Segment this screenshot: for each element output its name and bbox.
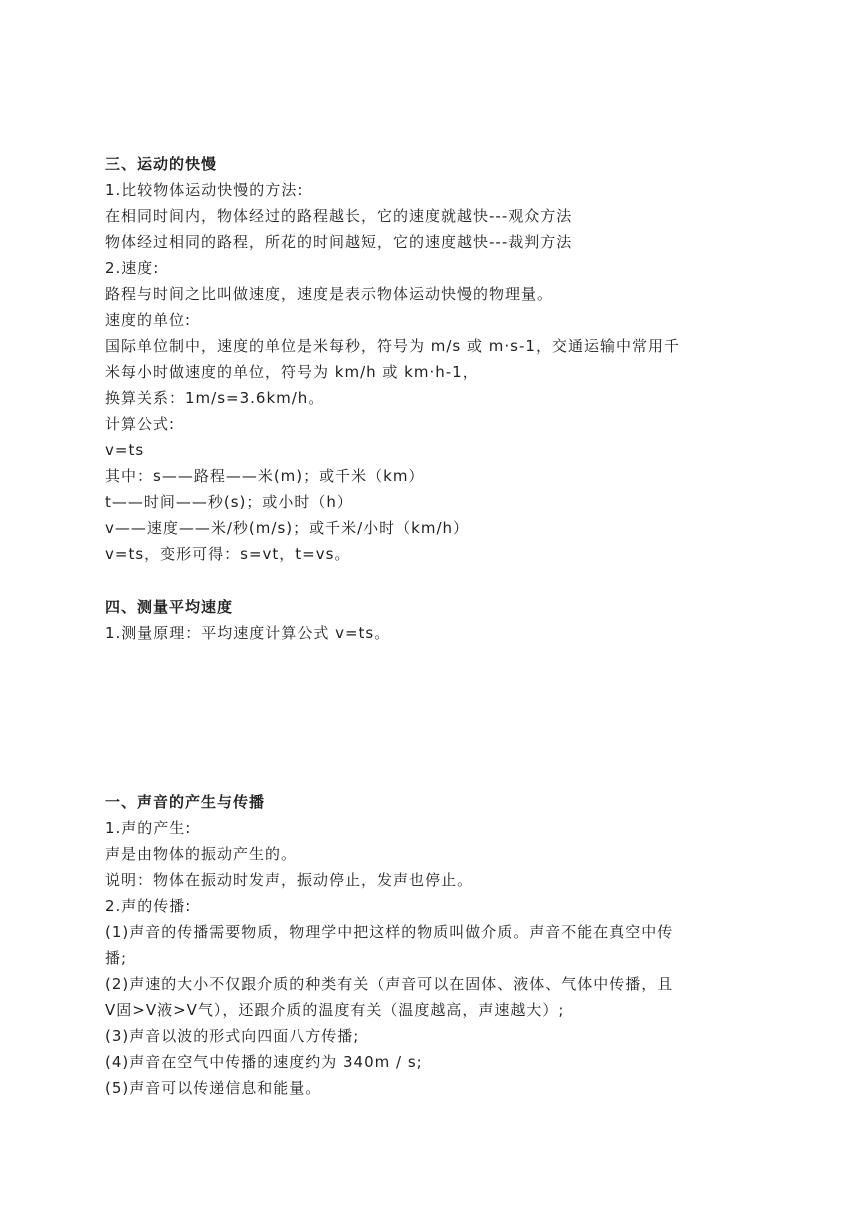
paragraph-line: 说明：物体在振动时发声，振动停止，发声也停止。 xyxy=(105,871,474,889)
section-measure xyxy=(105,594,755,646)
paragraph-line: 换算关系：1m/s=3.6km/h。 xyxy=(105,389,325,407)
paragraph-line: 1.比较物体运动快慢的方法: xyxy=(105,181,304,199)
paragraph-line: t——时间——秒(s)；或小时（h） xyxy=(105,493,353,511)
paragraph-line: 1.声的产生: xyxy=(105,819,192,837)
paragraph-line: 在相同时间内，物体经过的路程越长，它的速度就越快---观众方法 xyxy=(105,207,573,225)
paragraph-line: 国际单位制中，速度的单位是米每秒，符号为 m/s 或 m·s-1，交通运输中常用千 xyxy=(105,337,680,355)
paragraph-line: (2)声速的大小不仅跟介质的种类有关（声音可以在固体、液体、气体中传播，且 xyxy=(105,975,674,993)
paragraph-line: 2.声的传播: xyxy=(105,897,192,915)
paragraph-line: 其中：s——路程——米(m)；或千米（km） xyxy=(105,467,425,485)
paragraph-line: 播; xyxy=(105,949,128,967)
formula-line: v=ts xyxy=(105,441,145,459)
paragraph-line: 米每小时做速度的单位，符号为 km/h 或 km·h-1， xyxy=(105,363,479,381)
paragraph-line: 物体经过相同的路程，所花的时间越短，它的速度越快---裁判方法 xyxy=(105,233,573,251)
paragraph-line: v——速度——米/秒(m/s)；或千米/小时（km/h） xyxy=(105,519,470,537)
section-heading-measure: 四、测量平均速度 xyxy=(105,598,234,616)
paragraph-line: 路程与时间之比叫做速度，速度是表示物体运动快慢的物理量。 xyxy=(105,285,554,303)
section-heading-motion: 三、运动的快慢 xyxy=(105,155,218,173)
paragraph-line: V固>V液>V气），还跟介质的温度有关（温度越高，声速越大）; xyxy=(105,1001,565,1019)
paragraph-line: 速度的单位: xyxy=(105,311,192,329)
paragraph-line: 计算公式: xyxy=(105,415,176,433)
section-motion xyxy=(105,151,755,567)
paragraph-line: 声是由物体的振动产生的。 xyxy=(105,845,298,863)
paragraph-line: (4)声音在空气中传播的速度约为 340m / s; xyxy=(105,1053,423,1071)
paragraph-line: 2.速度: xyxy=(105,259,160,277)
paragraph-line: 1.测量原理：平均速度计算公式 v=ts。 xyxy=(105,624,391,642)
paragraph-line: (1)声音的传播需要物质，物理学中把这样的物质叫做介质。声音不能在真空中传 xyxy=(105,923,674,941)
paragraph-line: v=ts，变形可得：s=vt，t=vs。 xyxy=(105,545,351,563)
section-sound xyxy=(105,789,755,1101)
section-heading-sound: 一、声音的产生与传播 xyxy=(105,793,266,811)
paragraph-line: (3)声音以波的形式向四面八方传播; xyxy=(105,1027,360,1045)
paragraph-line: (5)声音可以传递信息和能量。 xyxy=(105,1079,322,1097)
